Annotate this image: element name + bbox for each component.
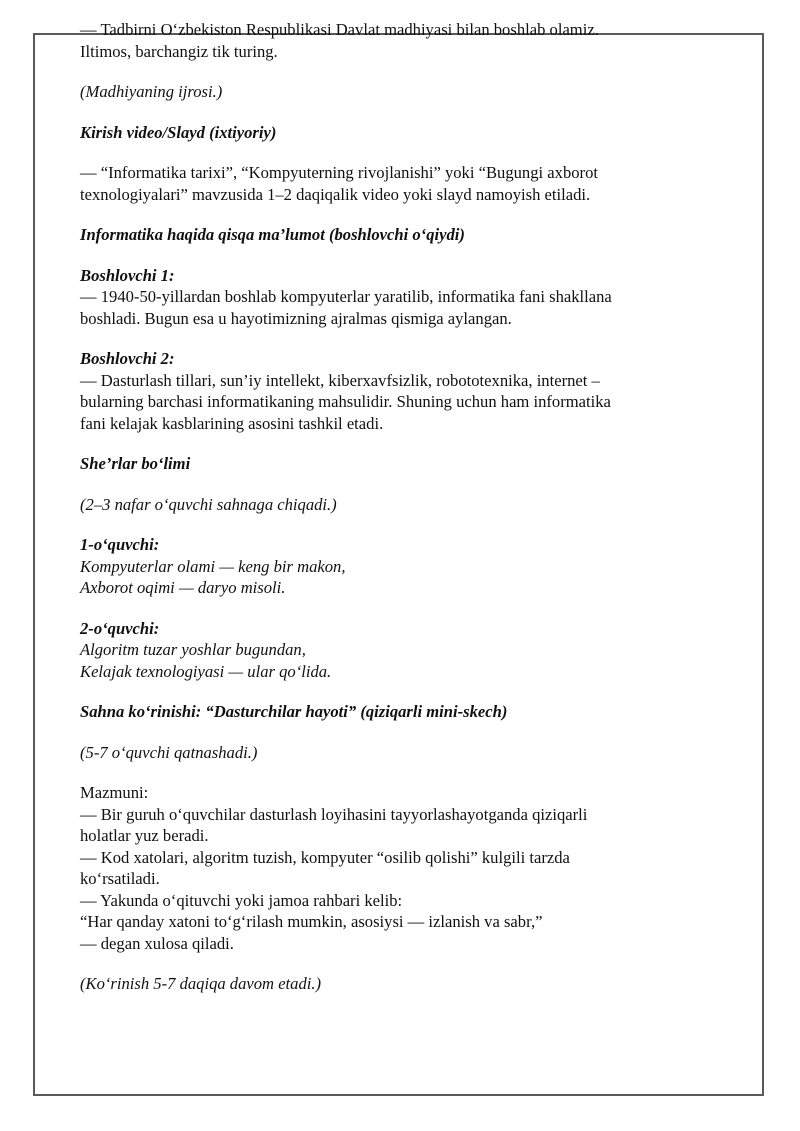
paragraph xyxy=(80,162,720,205)
text-line: — Dasturlash tillari, sun’iy intellekt, kiberxavfsizlik, robototexnika, internet – xyxy=(80,370,600,390)
section-heading: Informatika haqida qisqa ma’lumot (boshlovchi o‘qiydi) xyxy=(80,225,465,244)
paragraph xyxy=(80,348,720,434)
text-line: bularning barchasi informatikaning mahsulidir. Shuning uchun ham informatika xyxy=(80,392,611,411)
text-line: boshladi. Bugun esa u hayotimizning ajralmas qismiga aylangan. xyxy=(80,308,512,328)
text-line: “Har qanday xatoni to‘g‘rilash mumkin, asosiysi — izlanish va sabr,” xyxy=(80,912,543,931)
text-line: — Kod xatolari, algoritm tuzish, kompyuter “osilib qolishi” kulgili tarzda xyxy=(80,847,570,867)
text-line: fani kelajak kasblarining asosini tashkil etadi. xyxy=(80,413,384,433)
paragraph xyxy=(80,265,720,330)
paragraph xyxy=(80,494,720,516)
speaker-heading: Boshlovchi 2: xyxy=(80,349,175,368)
section-heading: Kirish video/Slayd (ixtiyoriy) xyxy=(80,122,277,142)
text-line: holatlar yuz beradi. xyxy=(80,826,209,845)
section-heading: Sahna ko‘rinishi: “Dasturchilar hayoti” (qiziqarli mini-skech) xyxy=(80,702,508,721)
paragraph xyxy=(80,782,720,954)
paragraph xyxy=(80,122,720,144)
speaker-heading: 2-o‘quvchi: xyxy=(80,618,160,638)
paragraph xyxy=(80,19,720,62)
text-line: — Bir guruh o‘quvchilar dasturlash loyihasini tayyorlashayotganda qiziqarli xyxy=(80,804,588,824)
paragraph xyxy=(80,701,720,723)
speaker-heading: 1-o‘quvchi: xyxy=(80,535,160,554)
paragraph xyxy=(80,973,720,995)
poem-line: Kelajak texnologiyasi — ular qo‘lida. xyxy=(80,661,332,681)
text-line: — Tadbirni O‘zbekiston Respublikasi Davlat madhiyasi bilan boshlab olamiz. xyxy=(80,20,599,39)
paragraph xyxy=(80,453,720,475)
text-line: Iltimos, barchangiz tik turing. xyxy=(80,41,278,61)
text-line: texnologiyalari” mavzusida 1–2 daqiqalik video yoki slayd namoyish etiladi. xyxy=(80,184,591,204)
document-body xyxy=(80,19,720,1014)
text-line: — degan xulosa qiladi. xyxy=(80,933,234,953)
paragraph xyxy=(80,224,720,246)
speaker-heading: Boshlovchi 1: xyxy=(80,265,175,285)
paragraph xyxy=(80,534,720,599)
poem-line: Kompyuterlar olami — keng bir makon, xyxy=(80,556,346,576)
stage-direction: (Ko‘rinish 5-7 daqiqa davom etadi.) xyxy=(80,974,322,993)
poem-line: Algoritm tuzar yoshlar bugundan, xyxy=(80,640,306,659)
stage-direction: (Madhiyaning ijrosi.) xyxy=(80,82,223,101)
poem-line: Axborot oqimi — daryo misoli. xyxy=(80,578,286,597)
text-line: ko‘rsatiladi. xyxy=(80,869,160,888)
section-heading: She’rlar bo‘limi xyxy=(80,454,191,473)
text-line: — “Informatika tarixi”, “Kompyuterning rivojlanishi” yoki “Bugungi axborot xyxy=(80,163,598,182)
paragraph xyxy=(80,742,720,764)
text-line: Mazmuni: xyxy=(80,783,149,802)
text-line: — 1940-50-yillardan boshlab kompyuterlar yaratilib, informatika fani shakllana xyxy=(80,287,612,306)
text-line: — Yakunda o‘qituvchi yoki jamoa rahbari kelib: xyxy=(80,890,403,910)
paragraph xyxy=(80,618,720,683)
stage-direction: (2–3 nafar o‘quvchi sahnaga chiqadi.) xyxy=(80,494,337,514)
paragraph xyxy=(80,81,720,103)
stage-direction: (5-7 o‘quvchi qatnashadi.) xyxy=(80,742,258,762)
